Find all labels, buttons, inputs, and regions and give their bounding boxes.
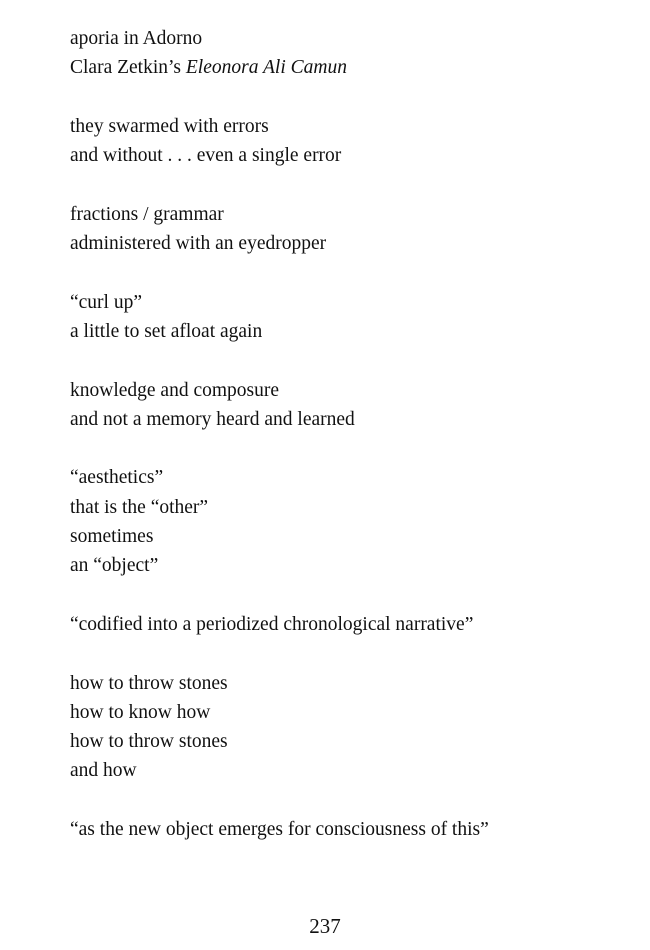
poem-line: “codified into a periodized chronological narrative” [70,613,474,635]
poem-line: knowledge and composure [70,379,280,401]
book-title: Eleonora Ali Camun [185,57,347,79]
poem-line: administered with an eyedropper [70,233,327,255]
poem-line: “curl up” [70,291,143,313]
stanza-4 [70,288,630,347]
poem-line: how to throw stones [70,731,228,753]
stanza-9 [70,815,630,844]
poem-line: fractions / grammar [70,203,224,225]
poem-body [70,24,630,874]
poem-line: that is the “other” [70,496,209,518]
poem-line: and how [70,760,137,782]
stanza-3 [70,200,630,259]
poem-line: aporia in Adorno [70,28,203,49]
poem-line: sometimes [70,526,154,548]
poem-line [70,53,630,82]
stanza-5 [70,376,630,435]
stanza-1 [70,24,630,83]
poem-line: an “object” [70,555,159,577]
poem-line-prefix: Clara Zetkin’s [70,57,186,79]
poem-line: “as the new object emerges for consciousness of this” [70,819,489,841]
page-number: 237 [309,914,341,938]
poem-line: how to know how [70,701,211,723]
stanza-6 [70,463,630,580]
poem-line: a little to set afloat again [70,320,263,342]
poem-line: and not a memory heard and learned [70,408,355,430]
stanza-2 [70,112,630,171]
poem-line: they swarmed with errors [70,115,269,137]
stanza-7 [70,610,630,639]
poem-line: “aesthetics” [70,467,164,489]
poem-line: how to throw stones [70,672,228,694]
poem-line: and without . . . even a single error [70,145,342,167]
stanza-8 [70,669,630,786]
